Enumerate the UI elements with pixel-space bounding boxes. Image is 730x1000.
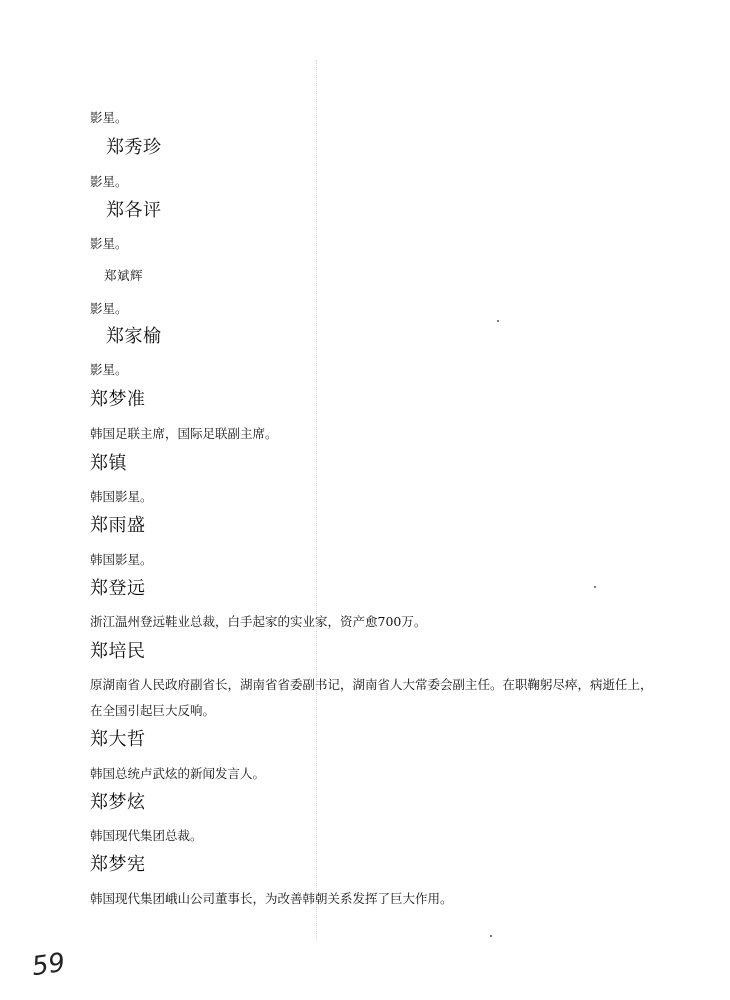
entry-description-continued: 在全国引起巨大反响。 [90, 703, 216, 718]
entry-description: 韩国足联主席，国际足联副主席。 [90, 426, 278, 441]
entry-name: 郑梦准 [90, 389, 146, 410]
entry-name: 郑大哲 [90, 729, 146, 750]
entry-name: 郑培民 [90, 641, 146, 662]
entry-description: 原湖南省人民政府副省长，湖南省省委副书记，湖南省人大常委会副主任。在职鞠躬尽瘁，病逝任上， [90, 677, 653, 692]
entry-name: 郑梦炫 [90, 792, 146, 813]
entry-description: 韩国现代集团总裁。 [90, 828, 203, 843]
handwritten-page-number: 59 [30, 947, 68, 983]
scan-speck [490, 935, 492, 937]
entry-name: 郑各评 [106, 200, 162, 221]
entry-name: 郑秀珍 [106, 137, 162, 158]
entry-description: 韩国影星。 [90, 489, 153, 504]
entry-name: 郑镇 [90, 453, 127, 474]
entry-name: 郑登远 [90, 578, 146, 599]
entry-name: 郑雨盛 [90, 515, 146, 536]
entry-name: 郑斌辉 [104, 268, 144, 283]
scan-speck [594, 586, 596, 588]
scan-speck [497, 320, 499, 322]
entry-description: 影星。 [90, 174, 128, 189]
entry-description: 影星。 [90, 110, 128, 125]
entry-description: 浙江温州登远鞋业总裁，白手起家的实业家，资产愈700万。 [90, 614, 427, 629]
entry-description: 韩国现代集团峨山公司董事长，为改善韩朝关系发挥了巨大作用。 [90, 891, 453, 906]
entry-name: 郑梦宪 [90, 854, 146, 875]
scan-fold-line [316, 60, 317, 940]
entry-description: 韩国总统卢武炫的新闻发言人。 [90, 766, 266, 781]
entry-description: 影星。 [90, 301, 128, 316]
entry-name: 郑家榆 [106, 326, 162, 347]
entry-description: 韩国影星。 [90, 552, 153, 567]
entry-description: 影星。 [90, 362, 128, 377]
entry-description: 影星。 [90, 236, 128, 251]
